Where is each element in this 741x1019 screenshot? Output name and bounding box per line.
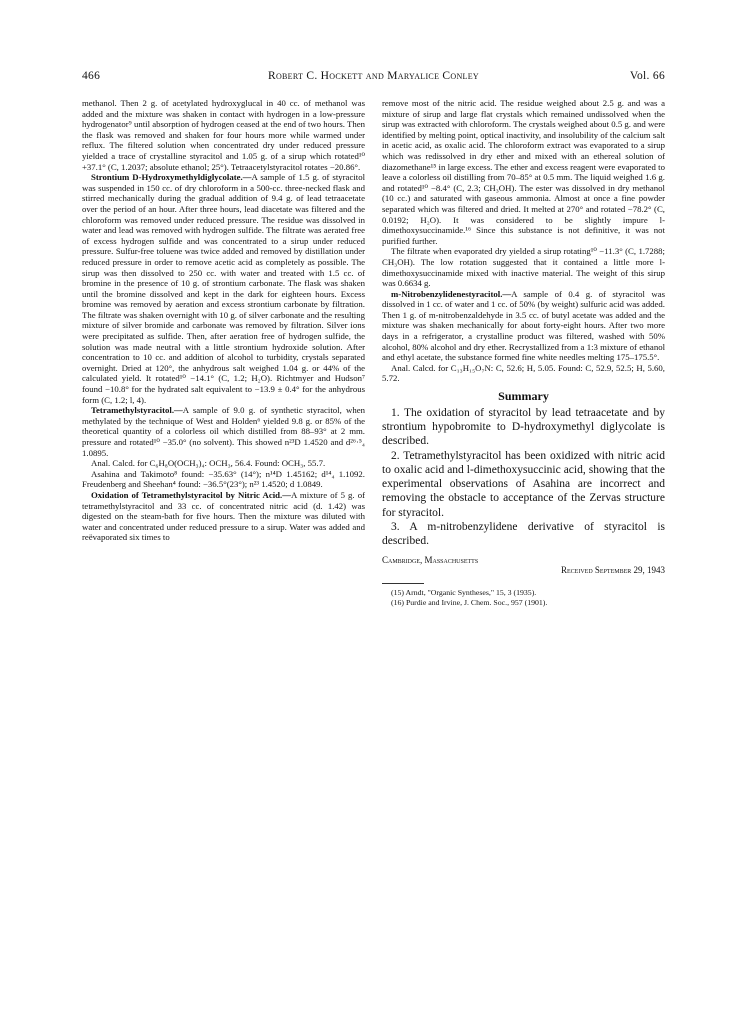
running-header bbox=[82, 70, 665, 86]
paragraph-text: A mixture of 5 g. of tetramethylstyracitol and 33 cc. of concentrated nitric acid (d. 1.42) was digested on the steam-bath for five hours. Then the mixture was diluted with water and concentrated under reduced pressure to a sirup. Water was added and reëvaporated six times to bbox=[82, 489, 365, 543]
paragraph-text: A sample of 9.0 g. of synthetic styracitol, when methylated by the technique of West and Holden⁶ yielded 9.8 g. or 85% of the theoretical quantity of a colorless oil which distilled from 88–93° at 2 mm. pressure and rotated¹⁰ −35.0° (no solvent). This showed n²³D 1.4520 and d²⁶·⁵₄ 1.0895. bbox=[82, 405, 365, 458]
footnote: (16) Purdie and Irvine, J. Chem. Soc., 957 (1901). bbox=[391, 597, 548, 607]
summary-heading: Summary bbox=[498, 389, 549, 404]
paragraph-text: A sample of 0.4 g. of styracitol was dissolved in 1 cc. of water and 1 cc. of 50% (by weight) sulfuric acid was added. Then 1 g. of m-nitrobenzaldehyde in 3.5 cc. of butyl acetate was added and the mixture was shaken mechanically for about forty-eight hours. After two more days in a refrigerator, a crystalline product was filtered, washed with 50% alcohol, 80% alcohol and dry ether. Recrystallized from a 1:3 mixture of ethanol and ethyl acetate, the substance formed fine white needles melting 175–175.5°. bbox=[382, 288, 665, 363]
section-heading: Strontium D-Hydroxymethyldiglycolate.— bbox=[91, 172, 252, 183]
paragraph-text: A sample of 1.5 g. of styracitol was suspended in 150 cc. of dry chloroform in a 500-cc. three-necked flask and stirred mechanically during the gradual addition of 9.4 g. of lead tetraacetate over the period of an hour. After three hours, lead diacetate was filtered and the chloroform was removed under reduced pressure. The residue was dissolved in water and lead was removed with hydrogen sulfide. The filtrate was aerated free of excess hydrogen sulfide and was concentrated to a sirup under reduced pressure. Sulfur-free toluene was twice added and removed by distillation under reduced pressure in order to remove acetic acid as completely as possible. The sirup was then dissolved to 250 cc. with water and treated with 1.5 cc. of bromine in the presence of 10 g. of strontium carbonate. The flask was shaken until the bromine dissolved and kept in the dark for eighteen hours. Excess bromine was removed by aeration and excess strontium carbonate by filtration. The filtrate was shaken overnight with 10 g. of silver carbonate and the resulting mixture of silver bromide and carbonate was removed by filtration. Silver ions were precipitated as sulfide. Then, after aeration free of hydrogen sulfide, the solution was made neutral with a little strontium hydroxide solution. After concentration to 10 cc. and addition of alcohol to turbidity, crystals separated overnight. Dried at 120°, the anhydrous salt weighed 1.04 g. or 44% of the calculated yield. It rotated¹⁰ −14.1° (C, 1.2; H₂O). Richtmyer and Hudson⁷ found −10.8° for the hydrated salt equivalent to −13.9 ± 0.4° for the anhydrous form (C, 1.2; l, 4). bbox=[82, 172, 365, 405]
paragraph bbox=[82, 405, 365, 458]
section-heading: Tetramethylstyracitol.— bbox=[91, 405, 183, 416]
section-heading: m-Nitrobenzylidenestyracitol.— bbox=[391, 288, 512, 299]
page-number: 466 bbox=[82, 70, 101, 82]
right-column bbox=[382, 98, 665, 608]
left-column bbox=[82, 98, 365, 543]
summary-item: 3. A m-nitrobenzylidene derivative of styracitol is described. bbox=[382, 521, 665, 548]
received-date: Received September 29, 1943 bbox=[560, 565, 665, 576]
paragraph: methanol. Then 2 g. of acetylated hydroxyglucal in 40 cc. of methanol was added and the mixture was shaken in contact with hydrogen in a low-pressure hydrogenator⁹ until absorption of hydrogen ceased at the end of two hours. Then the flask was removed and shaken for four hours more while warmed under reflux. The filtered solution when concentrated dry under reduced pressure yielded a trace of crystalline styracitol and 1.05 g. of a sirup which rotated¹⁰ +37.1° (C, 1.2037; absolute ethanol; 25°). Tetraacetylstyracitol rotates −20.86°. bbox=[82, 98, 365, 172]
paragraph bbox=[382, 289, 665, 363]
analysis-line: Anal. Calcd. for C₆H₈O(OCH₃)₄: OCH₃, 56.4. Found: OCH₃, 55.7. bbox=[91, 458, 326, 469]
summary-item: 2. Tetramethylstyracitol has been oxidized with nitric acid to oxalic acid and l-dimethoxysuccinic acid, showing that the experimental observations of Asahina are incorrect and removing the obstacle to acceptance of the Zervas structure for styracitol. bbox=[382, 449, 665, 519]
summary-item: 1. The oxidation of styracitol by lead tetraacetate and by strontium hypobromite to D-hydroxymethyl diglycolate is described. bbox=[382, 406, 665, 448]
section-heading: Oxidation of Tetramethylstyracitol by Nitric Acid.— bbox=[91, 489, 291, 500]
paragraph: The filtrate when evaporated dry yielded a sirup rotating¹⁰ −11.3° (C, 1.7288; CH₃OH). The low rotation suggested that it contained a little more l-dimethoxysuccinamide mixed with inactive material. The weight of this sirup was 0.6634 g. bbox=[382, 246, 665, 289]
affiliation-place: Cambridge, Massachusetts bbox=[382, 554, 479, 565]
footnote-rule bbox=[382, 583, 424, 584]
running-title: Robert C. Hockett and Maryalice Conley bbox=[267, 70, 480, 82]
analysis-line: Anal. Calcd. for C₁₃H₁₅O₇N: C, 52.6; H, 5.05. Found: C, 52.9, 52.5; H, 5.60, 5.72. bbox=[382, 362, 665, 384]
paragraph bbox=[82, 172, 365, 405]
paragraph: Asahina and Takimoto⁸ found: −35.63° (14°); n¹⁴D 1.45162; d¹⁴₄ 1.1092. Freudenberg and Sheehan⁴ found: −36.5°(23°); n²³ 1.4520; d 1.0849. bbox=[82, 468, 365, 490]
summary-block bbox=[382, 406, 665, 549]
paragraph bbox=[82, 490, 365, 543]
footnote: (15) Arndt, "Organic Syntheses," 15, 3 (1935). bbox=[391, 587, 537, 597]
volume-label: Vol. 66 bbox=[629, 70, 665, 82]
paragraph: remove most of the nitric acid. The residue weighed about 2.5 g. and was a mixture of sirup and large flat crystals which remained undissolved when the sirup was extracted with chloroform. The crystals weighed about 0.5 g. and were identified by melting point, optical inactivity, and insolubility of the calcium salt in acetic acid, as oxalic acid. The chloroform extract was evaporated to a sirup which was redissolved in dry ether and mixed with an ethereal solution of diazomethane¹⁵ in large excess. The ether and excess reagent were evaporated to leave a colorless oil distilling from 70–85° at 0.5 mm. The liquid weighed 1.6 g. and rotated¹⁰ −8.4° (C, 2.3; CH₃OH). The ester was dissolved in dry methanol (10 cc.) and saturated with gaseous ammonia. Almost at once a fine powder separated which was filtered and dried. It melted at 270° and rotated −78.2° (C, 0.0192; H₂O). It was considered to be slightly impure l-dimethoxysuccinamide.¹⁶ Since this substance is not definitive, it was not purified further. bbox=[382, 98, 665, 246]
